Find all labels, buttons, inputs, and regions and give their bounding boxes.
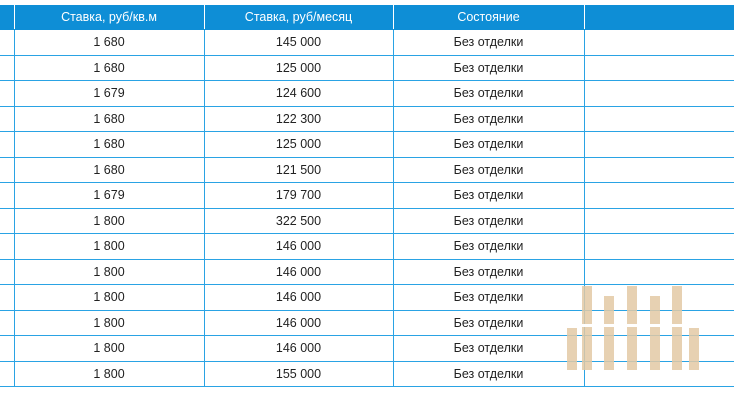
cell-condition: Без отделки (393, 55, 584, 81)
cell-blank-right (584, 259, 734, 285)
cell-blank-right (584, 234, 734, 260)
cell-rate-per-sqm: 1 680 (14, 55, 204, 81)
cell-condition: Без отделки (393, 361, 584, 387)
cell-blank-left (0, 208, 14, 234)
cell-blank-left (0, 361, 14, 387)
cell-rate-per-month: 179 700 (204, 183, 393, 209)
table-row (0, 234, 734, 260)
cell-rate-per-month: 322 500 (204, 208, 393, 234)
table-row (0, 208, 734, 234)
table-row (0, 310, 734, 336)
cell-blank-right (584, 361, 734, 387)
cell-blank-left (0, 55, 14, 81)
cell-condition: Без отделки (393, 208, 584, 234)
cell-rate-per-sqm: 1 800 (14, 336, 204, 362)
cell-blank-left (0, 157, 14, 183)
cell-rate-per-month: 122 300 (204, 106, 393, 132)
cell-blank-left (0, 336, 14, 362)
header-rate-per-sqm: Ставка, руб/кв.м (14, 5, 204, 30)
cell-condition: Без отделки (393, 285, 584, 311)
cell-blank-left (0, 285, 14, 311)
table-row (0, 106, 734, 132)
cell-rate-per-sqm: 1 679 (14, 183, 204, 209)
table-row (0, 259, 734, 285)
cell-blank-left (0, 259, 14, 285)
cell-rate-per-sqm: 1 800 (14, 234, 204, 260)
cell-blank-left (0, 30, 14, 56)
cell-condition: Без отделки (393, 234, 584, 260)
cell-condition: Без отделки (393, 30, 584, 56)
header-cell-blank-left (0, 5, 14, 30)
cell-rate-per-month: 121 500 (204, 157, 393, 183)
header-cell-blank-right (584, 5, 734, 30)
table-row (0, 157, 734, 183)
cell-condition: Без отделки (393, 132, 584, 158)
cell-rate-per-sqm: 1 680 (14, 132, 204, 158)
cell-blank-right (584, 55, 734, 81)
table-row (0, 336, 734, 362)
cell-rate-per-month: 146 000 (204, 234, 393, 260)
cell-blank-left (0, 183, 14, 209)
cell-blank-left (0, 132, 14, 158)
cell-condition: Без отделки (393, 310, 584, 336)
cell-rate-per-sqm: 1 800 (14, 361, 204, 387)
cell-condition: Без отделки (393, 259, 584, 285)
cell-rate-per-sqm: 1 679 (14, 81, 204, 107)
cell-blank-left (0, 234, 14, 260)
cell-blank-right (584, 106, 734, 132)
cell-condition: Без отделки (393, 106, 584, 132)
cell-blank-right (584, 310, 734, 336)
cell-rate-per-sqm: 1 680 (14, 157, 204, 183)
table-row (0, 285, 734, 311)
cell-rate-per-month: 125 000 (204, 55, 393, 81)
cell-blank-right (584, 30, 734, 56)
table-body (0, 30, 734, 387)
table-row (0, 55, 734, 81)
cell-rate-per-month: 146 000 (204, 336, 393, 362)
table-row (0, 30, 734, 56)
cell-blank-right (584, 132, 734, 158)
header-row (0, 5, 734, 30)
rates-table (0, 5, 734, 387)
cell-rate-per-sqm: 1 800 (14, 310, 204, 336)
header-condition: Состояние (393, 5, 584, 30)
cell-condition: Без отделки (393, 183, 584, 209)
table-row (0, 361, 734, 387)
table-row (0, 132, 734, 158)
cell-blank-left (0, 310, 14, 336)
cell-rate-per-sqm: 1 680 (14, 106, 204, 132)
cell-rate-per-month: 146 000 (204, 285, 393, 311)
header-rate-per-month: Ставка, руб/месяц (204, 5, 393, 30)
cell-rate-per-sqm: 1 680 (14, 30, 204, 56)
table-row (0, 81, 734, 107)
cell-rate-per-month: 124 600 (204, 81, 393, 107)
cell-rate-per-month: 146 000 (204, 259, 393, 285)
cell-condition: Без отделки (393, 157, 584, 183)
cell-blank-left (0, 106, 14, 132)
cell-blank-right (584, 208, 734, 234)
cell-blank-right (584, 285, 734, 311)
cell-condition: Без отделки (393, 81, 584, 107)
cell-rate-per-month: 125 000 (204, 132, 393, 158)
cell-rate-per-sqm: 1 800 (14, 208, 204, 234)
cell-condition: Без отделки (393, 336, 584, 362)
cell-rate-per-month: 146 000 (204, 310, 393, 336)
table-row (0, 183, 734, 209)
cell-blank-right (584, 81, 734, 107)
cell-blank-right (584, 183, 734, 209)
cell-rate-per-sqm: 1 800 (14, 259, 204, 285)
cell-blank-right (584, 157, 734, 183)
cell-rate-per-month: 145 000 (204, 30, 393, 56)
cell-blank-right (584, 336, 734, 362)
cell-rate-per-sqm: 1 800 (14, 285, 204, 311)
cell-blank-left (0, 81, 14, 107)
cell-rate-per-month: 155 000 (204, 361, 393, 387)
